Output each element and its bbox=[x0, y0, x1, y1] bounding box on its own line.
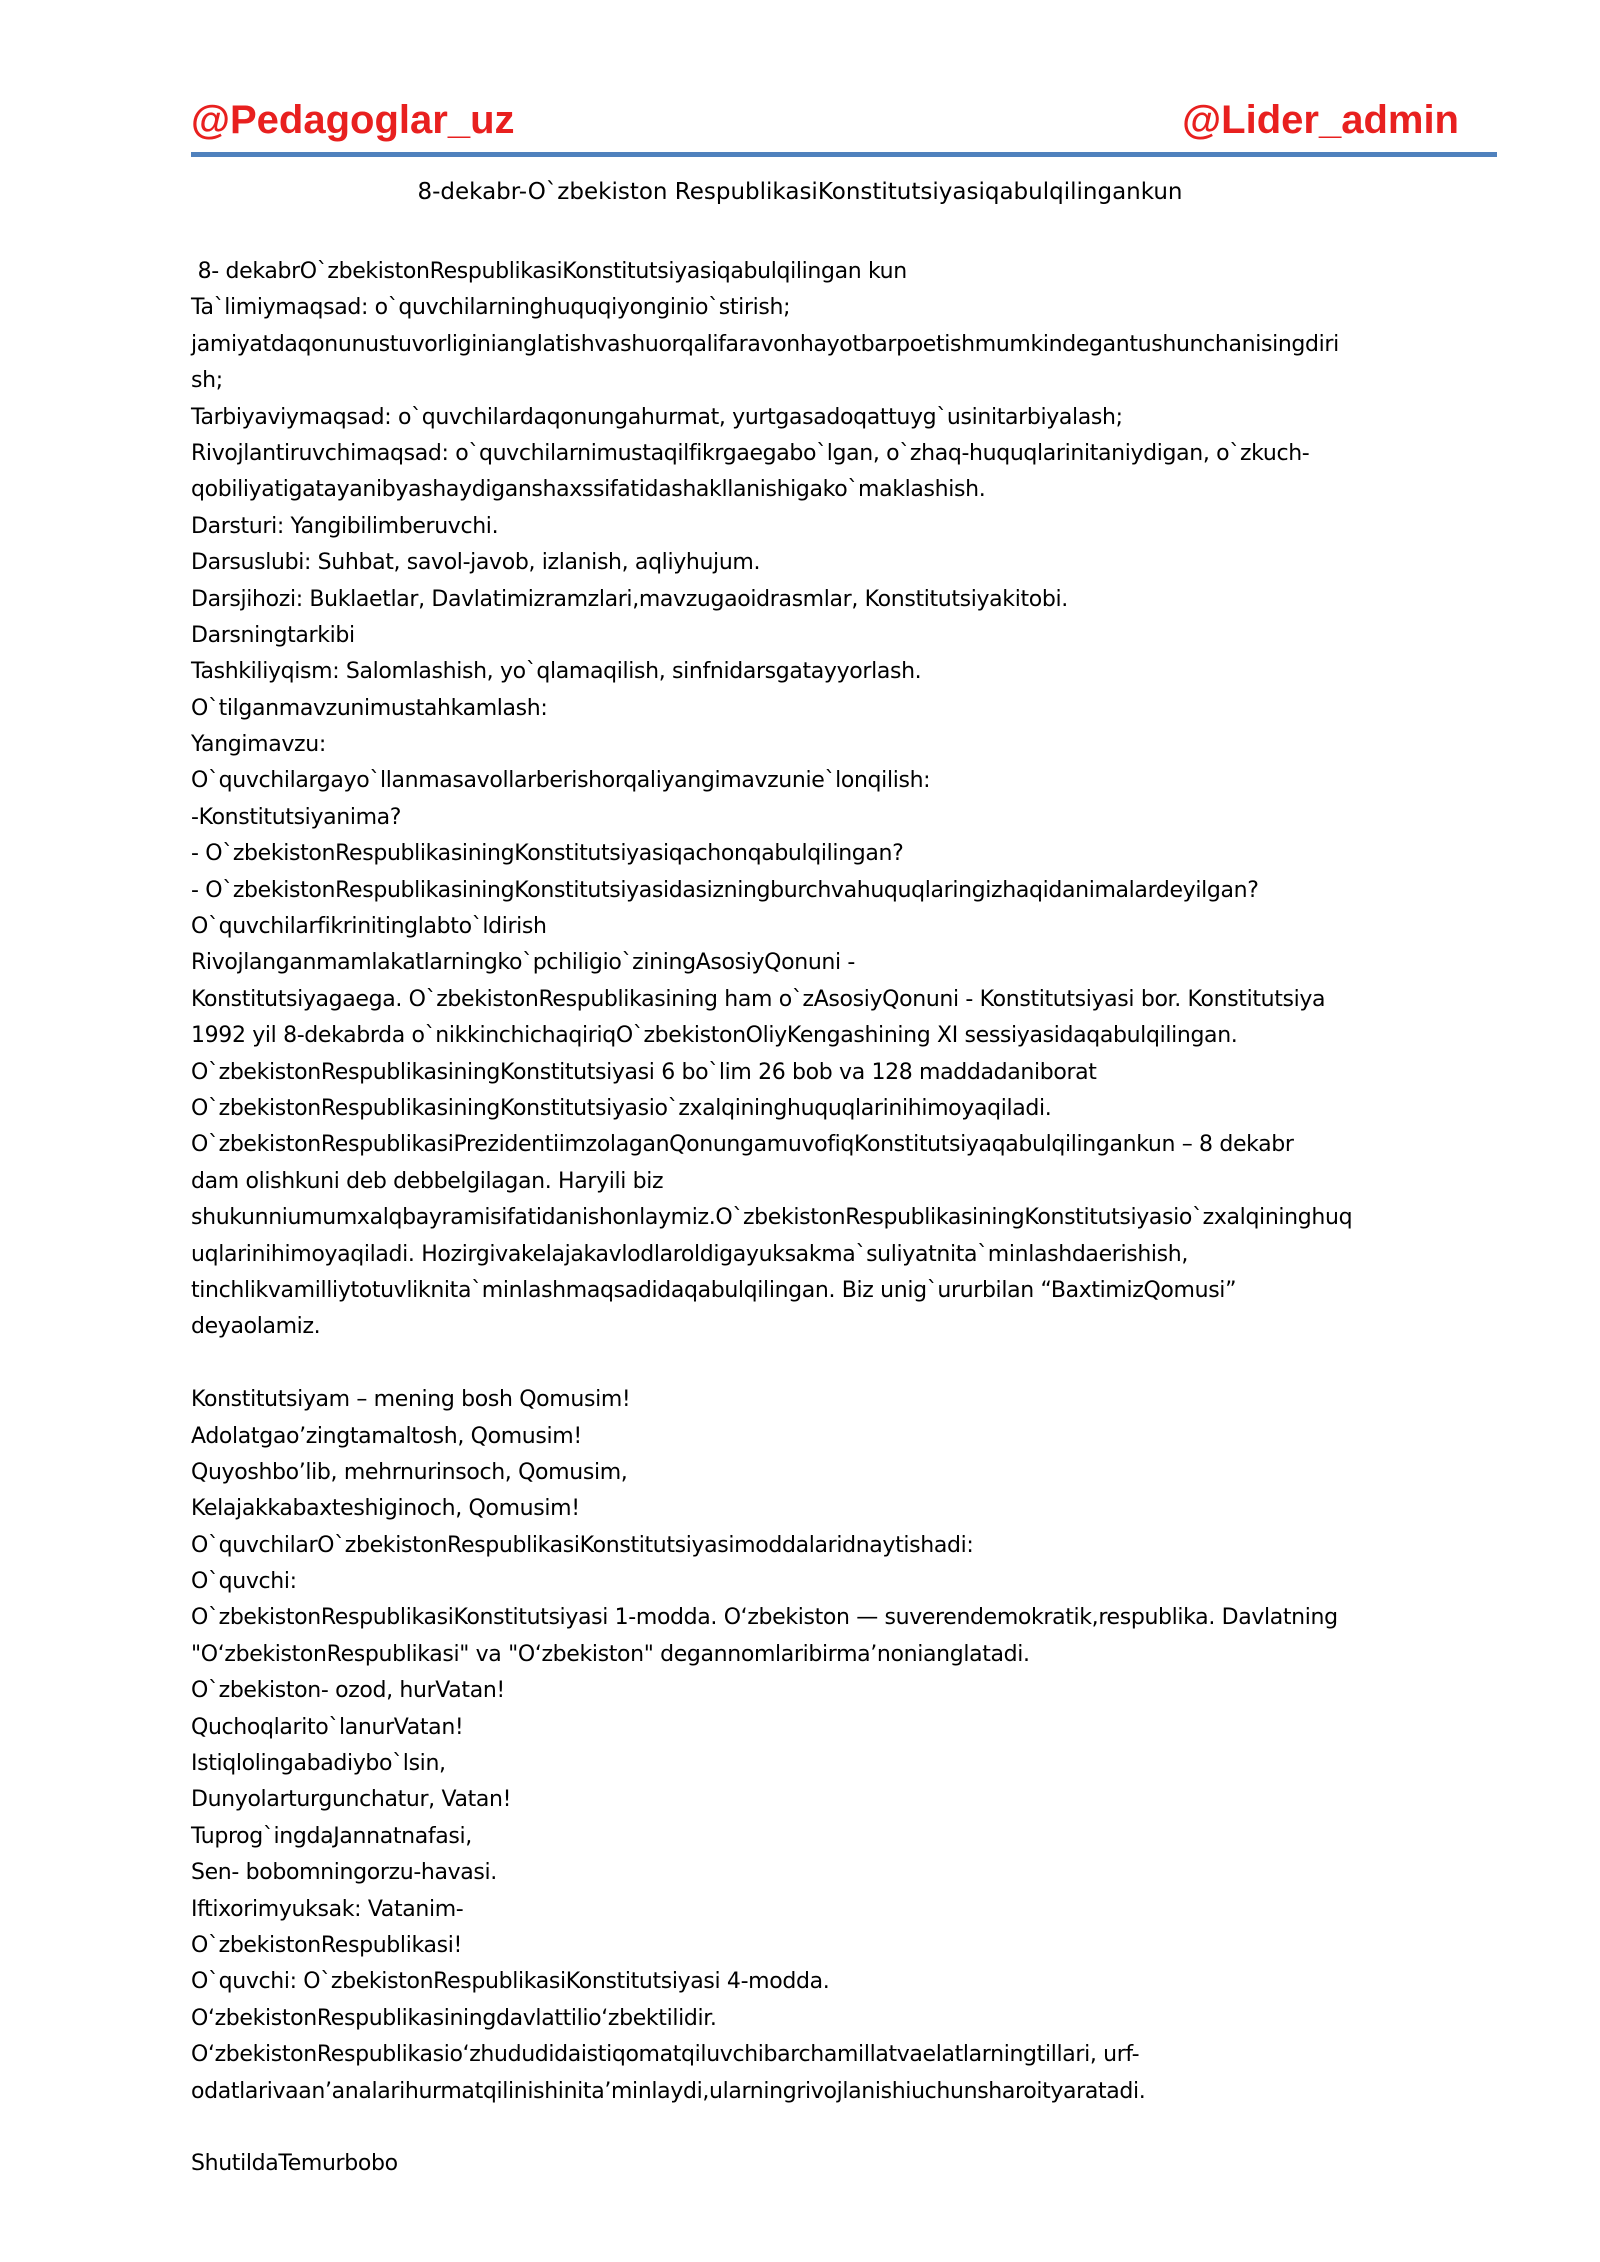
document-title: 8-dekabr-O`zbekiston RespublikasiKonstitutsiyasiqabulqilingankun bbox=[417, 179, 1183, 205]
text-line: O`zbekistonRespublikasiKonstitutsiyasi 1-modda. O‘zbekiston — suverendemokratik,respublika. Davlatning bbox=[191, 1605, 1338, 1631]
text-line: dam olishkuni deb debbelgilagan. Haryili biz bbox=[191, 1168, 664, 1194]
text-line: 1992 yil 8-dekabrda o`nikkinchichaqiriqO`zbekistonOliyKengashining XI sessiyasidaqabulqilingan. bbox=[191, 1023, 1238, 1049]
text-line: O`quvchilarfikrinitinglabto`ldirish bbox=[191, 914, 547, 940]
text-line: O`quvchilarO`zbekistonRespublikasiKonstitutsiyasimoddalaridnaytishadi: bbox=[191, 1532, 974, 1558]
text-line: Tarbiyaviymaqsad: o`quvchilardaqonungahurmat, yurtgasadoqattuyg`usinitarbiyalash; bbox=[191, 404, 1123, 430]
text-line: Tuprog`ingdaJannatnafasi, bbox=[191, 1823, 472, 1849]
text-line: O`zbekiston- ozod, hurVatan! bbox=[191, 1678, 505, 1704]
document-body bbox=[191, 254, 1506, 2183]
text-line: Adolatgao’zingtamaltosh, Qomusim! bbox=[191, 1423, 582, 1449]
text-line: Kelajakkabaxteshiginoch, Qomusim! bbox=[191, 1496, 580, 1522]
text-line: tinchlikvamilliytotuvliknita`minlashmaqsadidaqabulqilingan. Biz unig`ururbilan “BaxtimizQomusi” bbox=[191, 1277, 1237, 1303]
text-line: "O‘zbekistonRespublikasi" va "O‘zbekiston" degannomlaribirma’nonianglatadi. bbox=[191, 1641, 1030, 1667]
text-line: shukunniumumxalqbayramisifatidanishonlaymiz.O`zbekistonRespublikasiningKonstitutsiyasio`zxalqininghuq bbox=[191, 1205, 1353, 1231]
text-line: jamiyatdaqonunustuvorliginianglatishvashuorqalifaravonhayotbarpoetishmumkindegantushunchanisingdiri bbox=[191, 331, 1339, 357]
text-line: O`quvchi: O`zbekistonRespublikasiKonstitutsiyasi 4-modda. bbox=[191, 1969, 830, 1995]
text-line: uqlarinihimoyaqiladi. Hozirgivakelajakavlodlaroldigayuksakma`suliyatnita`minlashdaerishish, bbox=[191, 1241, 1189, 1267]
text-line: qobiliyatigatayanibyashaydiganshaxssifatidashakllanishigako`maklashish. bbox=[191, 477, 986, 503]
text-line: Rivojlantiruvchimaqsad: o`quvchilarnimustaqilfikrgaegabo`lgan, o`zhaq-huquqlarinitaniydigan, o`zkuch- bbox=[191, 440, 1310, 466]
text-line: -Konstitutsiyanima? bbox=[191, 804, 402, 830]
text-line: Darsningtarkibi bbox=[191, 622, 355, 648]
text-line: O`quvchi: bbox=[191, 1569, 297, 1595]
brand-right-handle: @Lider_admin bbox=[1182, 98, 1459, 142]
text-line: Konstitutsiyam – mening bosh Qomusim! bbox=[191, 1387, 631, 1413]
blank-line bbox=[191, 2110, 1506, 2146]
text-line: Dunyolarturgunchatur, Vatan! bbox=[191, 1787, 512, 1813]
text-line: deyaolamiz. bbox=[191, 1314, 321, 1340]
text-line: sh; bbox=[191, 368, 223, 394]
text-line: O‘zbekistonRespublikasiningdavlattilio‘zbektilidir. bbox=[191, 2005, 717, 2031]
text-line: Quchoqlarito`lanurVatan! bbox=[191, 1714, 464, 1740]
text-line: Darsuslubi: Suhbat, savol-javob, izlanish, aqliyhujum. bbox=[191, 550, 761, 576]
text-line: O`zbekistonRespublikasi! bbox=[191, 1932, 462, 1958]
text-line: O`zbekistonRespublikasiningKonstitutsiyasi 6 bo`lim 26 bob va 128 maddadaniborat bbox=[191, 1059, 1097, 1085]
text-line: odatlarivaan’analarihurmatqilinishinita’minlaydi,ularningrivojlanishiuchunsharoityaratadi. bbox=[191, 2078, 1146, 2104]
text-line: Yangimavzu: bbox=[191, 732, 326, 758]
text-line: Tashkiliyqism: Salomlashish, yo`qlamaqilish, sinfnidarsgatayyorlash. bbox=[191, 659, 922, 685]
text-line: O‘zbekistonRespublikasio‘zhududidaistiqomatqiluvchibarchamillatvaelatlarningtillari, urf- bbox=[191, 2042, 1140, 2068]
text-line: 8- dekabrO`zbekistonRespublikasiKonstitutsiyasiqabulqilingan kun bbox=[191, 259, 907, 284]
text-line: O`quvchilargayo`llanmasavollarberishorqaliyangimavzunie`lonqilish: bbox=[191, 768, 931, 794]
text-line: - O`zbekistonRespublikasiningKonstitutsiyasiqachonqabulqilingan? bbox=[191, 841, 904, 867]
text-line: Rivojlanganmamlakatlarningko`pchiligio`ziningAsosiyQonuni - bbox=[191, 950, 856, 976]
text-line: ShutildaTemurbobo bbox=[191, 2151, 398, 2177]
text-line: Ta`limiymaqsad: o`quvchilarninghuquqiyonginio`stirish; bbox=[191, 295, 791, 321]
header-divider bbox=[191, 152, 1497, 157]
text-line: O`zbekistonRespublikasiningKonstitutsiyasio`zxalqininghuquqlarinihimoyaqiladi. bbox=[191, 1095, 1052, 1121]
text-line: O`tilganmavzunimustahkamlash: bbox=[191, 695, 548, 721]
text-line: Darsjihozi: Buklaetlar, Davlatimizramzlari,mavzugaoidrasmlar, Konstitutsiyakitobi. bbox=[191, 586, 1068, 612]
text-line: Konstitutsiyagaega. O`zbekistonRespublikasining ham o`zAsosiyQonuni - Konstitutsiyasi bor. Konstitutsiya bbox=[191, 986, 1326, 1012]
text-line: Istiqlolingabadiybo`lsin, bbox=[191, 1751, 446, 1777]
text-line: Quyoshbo’lib, mehrnurinsoch, Qomusim, bbox=[191, 1459, 628, 1485]
text-line: Sen- bobomningorzu-havasi. bbox=[191, 1860, 497, 1886]
page-header bbox=[191, 96, 1497, 160]
blank-line bbox=[191, 1346, 1506, 1382]
text-line: O`zbekistonRespublikasiPrezidentiimzolaganQonungamuvofiqKonstitutsiyaqabulqilingankun – 8 dekabr bbox=[191, 1132, 1294, 1158]
brand-left-handle: @Pedagoglar_uz bbox=[191, 98, 515, 142]
text-line: - O`zbekistonRespublikasiningKonstitutsiyasidasizningburchvahuquqlaringizhaqidanimalardeyilgan? bbox=[191, 877, 1259, 903]
text-line: Iftixorimyuksak: Vatanim- bbox=[191, 1896, 464, 1922]
text-line: Darsturi: Yangibilimberuvchi. bbox=[191, 513, 499, 539]
